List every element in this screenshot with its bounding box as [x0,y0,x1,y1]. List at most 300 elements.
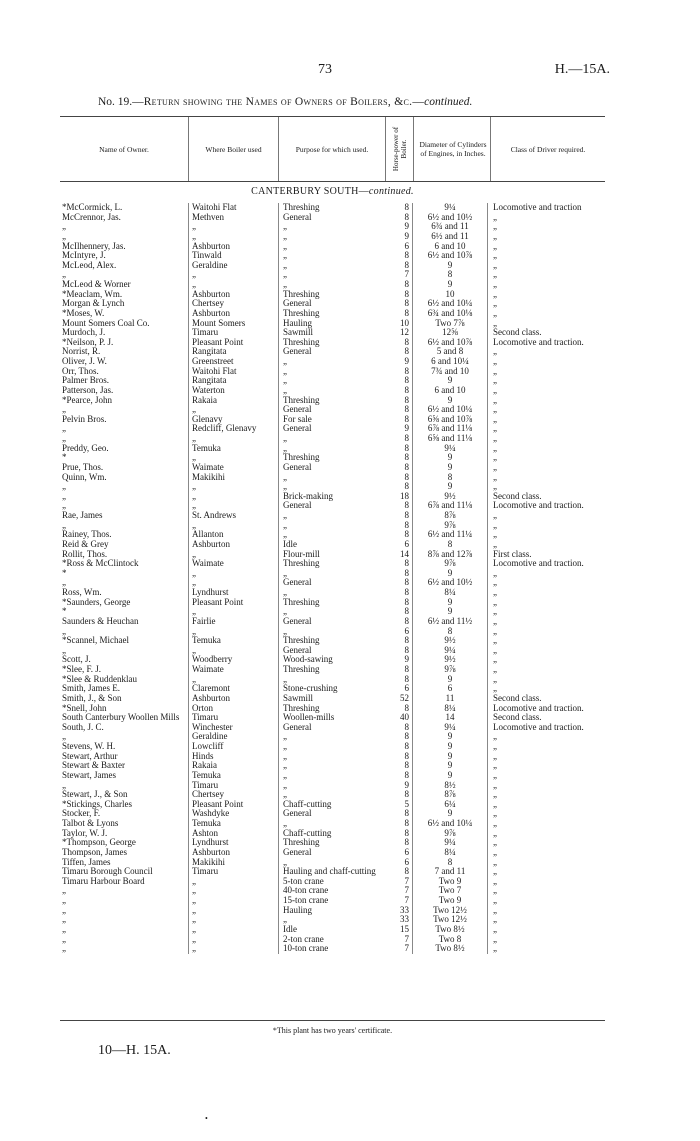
cell-where: Timaru [189,867,279,877]
cell-where: „ [189,492,279,502]
cell-diameter: 6½ and 10½ [413,213,488,223]
cell-diameter: 8 [413,858,488,868]
cell-class: Locomotive and traction. [488,338,606,348]
cell-class: „ [488,396,606,406]
cell-class: „ [488,270,606,280]
cell-class: Second class. [488,328,606,338]
cell-class: Locomotive and traction. [488,704,606,714]
table-row [60,848,605,858]
cell-purpose: „ [279,858,386,868]
cell-class: „ [488,925,606,935]
cell-class: „ [488,299,606,309]
cell-purpose: Chaff-cutting [279,829,386,839]
cell-class: „ [488,781,606,791]
table-row [60,386,605,396]
cell-hp: 8 [404,732,409,742]
cell-where: „ [189,915,279,925]
section-heading [60,186,605,197]
cell-class: „ [488,867,606,877]
cell-purpose: 40-ton crane [279,886,386,896]
cell-where: „ [189,935,279,945]
cell-class: „ [488,376,606,386]
cell-diameter: Two 8½ [413,944,488,954]
cell-class: „ [488,906,606,916]
cell-where: Woodberry [189,655,279,665]
cell-purpose: „ [279,732,386,742]
cell-purpose: Flour-mill [279,550,386,560]
table-row [60,877,605,887]
header-horse-power: Horse-power of Boiler. [392,126,408,172]
cell-hp: 8 [404,867,409,877]
cell-purpose: General [279,213,386,223]
cell-purpose: Threshing [279,338,386,348]
table-row [60,434,605,444]
cell-where: Ashburton [189,848,279,858]
cell-where: Timaru [189,713,279,723]
cell-owner: *Moses, W. [62,308,105,318]
cell-class: „ [488,444,606,454]
cell-hp: 10 [400,318,409,328]
cell-diameter: 6½ and 10⅞ [413,251,488,261]
table-row [60,521,605,531]
cell-where: Glenavy [189,415,279,425]
cell-purpose: 2-ton crane [279,935,386,945]
table-row [60,723,605,733]
cell-hp: 8 [404,405,409,415]
cell-purpose: General [279,299,386,309]
cell-owner: McLeod, Alex. [62,260,117,270]
cell-class: „ [488,405,606,415]
cell-diameter: Two 8½ [413,925,488,935]
cell-hp: 8 [404,395,409,405]
cell-hp: 6 [404,626,409,636]
table-row [60,646,605,656]
cell-where: Chertsey [189,299,279,309]
table-row [60,550,605,560]
cell-hp: 8 [404,819,409,828]
cell-owner: „ [62,405,66,415]
cell-purpose: Threshing [279,704,386,714]
cell-where: „ [189,627,279,637]
cell-where: Geraldine [189,732,279,742]
title-main: Return showing the Names of Owners of Boilers, &c.— [143,96,425,108]
table-row [60,424,605,434]
cell-diameter: 8½ [413,781,488,791]
cell-hp: 9 [404,222,409,232]
cell-hp: 6 [404,539,409,549]
cell-diameter: 6 and 10 [413,242,488,252]
cell-class: „ [488,261,606,271]
cell-owner: Quinn, Wm. [62,472,107,482]
cell-purpose: „ [279,482,386,492]
cell-diameter: 6½ and 10⅞ [413,338,488,348]
cell-owner: McIlhennery, Jas. [62,241,126,251]
cell-diameter: 9 [413,761,488,771]
table-row [60,809,605,819]
cell-where: Timaru [189,781,279,791]
cell-owner: „ [62,222,66,232]
table-row [60,655,605,665]
cell-diameter: 11 [413,694,488,704]
cell-diameter: 10 [413,290,488,300]
table-row [60,261,605,271]
cell-diameter: 9½ [413,636,488,646]
cell-class: „ [488,732,606,742]
table-row [60,473,605,483]
cell-purpose: „ [279,376,386,386]
cell-owner: Preddy, Geo. [62,443,109,453]
cell-purpose: „ [279,781,386,791]
table-row [60,867,605,877]
table-row [60,492,605,502]
cell-diameter: 9¼ [413,444,488,454]
cell-diameter: 8 [413,270,488,280]
cell-hp: 5 [404,799,409,809]
table-row [60,251,605,261]
cell-class: „ [488,357,606,367]
cell-purpose: General [279,617,386,627]
cell-purpose: „ [279,242,386,252]
cell-where: Ashburton [189,290,279,300]
cell-where: Lyndhurst [189,588,279,598]
title-tail: continued. [424,96,473,108]
table-row [60,540,605,550]
cell-purpose: „ [279,819,386,829]
cell-class: „ [488,848,606,858]
cell-where: Makikihi [189,473,279,483]
cell-owner: Stewart, J., & Son [62,790,128,800]
table-row [60,482,605,492]
cell-where: Temuka [189,819,279,829]
cell-where: „ [189,270,279,280]
cell-owner: Stewart, James [62,770,116,780]
cell-owner: Prue, Thos. [62,462,104,472]
cell-diameter: 6¾ and 10⅛ [413,309,488,319]
cell-diameter: 6¼ [413,800,488,810]
cell-owner: „ [62,434,66,443]
cell-diameter: 8 [413,627,488,637]
cell-owner: Murdoch, J. [62,328,106,338]
cell-owner: *Stickings, Charles [62,799,132,809]
table-row [60,242,605,252]
section-title: CANTERBURY SOUTH— [251,186,369,197]
cell-class: „ [488,367,606,377]
cell-purpose: Brick-making [279,492,386,502]
cell-purpose: „ [279,270,386,280]
cell-diameter: 6 [413,684,488,694]
table-row [60,444,605,454]
cell-purpose: For sale [279,415,386,425]
cell-where: Mount Somers [189,319,279,329]
cell-purpose: „ [279,357,386,367]
cell-purpose: General [279,848,386,858]
cell-diameter: 9 [413,569,488,579]
cell-owner: *Ross & McClintock [62,559,139,569]
cell-diameter: 8¼ [413,704,488,714]
table-row [60,732,605,742]
table-row [60,396,605,406]
cell-hp: 8 [404,790,409,800]
cell-class: „ [488,521,606,531]
cell-hp: 40 [400,713,409,723]
cell-hp: 8 [404,385,409,395]
table-row [60,617,605,627]
header-class: Class of Driver required. [510,144,586,154]
title-lead: No. 19.— [98,96,144,108]
cell-hp: 8 [404,472,409,482]
cell-hp: 33 [400,915,409,925]
cell-class: „ [488,530,606,540]
cell-owner: Ross, Wm. [62,588,102,597]
cell-owner: „ [62,934,66,944]
table-row [60,530,605,540]
cell-purpose: General [279,578,386,588]
cell-owner: *Slee & Ruddenklau [62,674,137,684]
cell-diameter: 9½ [413,655,488,665]
cell-where: „ [189,482,279,492]
cell-owner: *Scannel, Michael [62,636,129,646]
cell-diameter: 7¾ and 10 [413,367,488,377]
cell-purpose: Idle [279,925,386,935]
table-row [60,559,605,569]
cell-diameter: 9 [413,280,488,290]
cell-owner: Timaru Harbour Board [62,876,145,886]
table-row [60,713,605,723]
cell-owner: Norrist, R. [62,347,101,357]
cell-diameter: 14 [413,713,488,723]
cell-where: „ [189,925,279,935]
cell-class: „ [488,347,606,357]
cell-where: „ [189,521,279,531]
cell-hp: 8 [404,674,409,684]
cell-class: „ [488,944,606,954]
cell-owner: Palmer Bros. [62,376,109,386]
header-owner: Name of Owner. [99,144,149,154]
cell-where: St. Andrews [189,511,279,521]
cell-where: Washdyke [189,809,279,819]
cell-purpose: Threshing [279,290,386,300]
cell-hp: 8 [404,530,409,540]
cell-where: „ [189,877,279,887]
cell-class: „ [488,636,606,646]
cell-where: Waimate [189,665,279,675]
cell-hp: 52 [400,693,409,703]
cell-purpose: „ [279,367,386,377]
cell-hp: 9 [404,357,409,366]
cell-owner: „ [62,578,66,588]
cell-purpose: „ [279,915,386,925]
cell-hp: 15 [400,924,409,934]
cell-purpose: „ [279,607,386,617]
cell-diameter: 7 and 11 [413,867,488,877]
cell-class: „ [488,213,606,223]
page-reference: H.—15A. [554,62,610,77]
cell-where: Chertsey [189,790,279,800]
cell-class: „ [488,771,606,781]
table-row [60,627,605,637]
table-row [60,704,605,714]
cell-diameter: 6½ and 10¼ [413,405,488,415]
table-header [60,117,605,182]
cell-hp: 6 [404,847,409,857]
table-title [98,96,618,108]
table-row [60,761,605,771]
cell-hp: 8 [404,501,409,511]
cell-purpose: „ [279,444,386,454]
cell-class: „ [488,761,606,771]
cell-diameter: Two 7 [413,886,488,896]
cell-where: „ [189,607,279,617]
cell-diameter: 9 [413,482,488,492]
cell-purpose: „ [279,761,386,771]
cell-hp: 8 [404,289,409,299]
cell-owner: *Snell, John [62,703,107,713]
table-row [60,280,605,290]
cell-purpose: „ [279,530,386,540]
cell-class: „ [488,463,606,473]
cell-where: Ashton [189,829,279,839]
cell-purpose: General [279,347,386,357]
cell-purpose: Chaff-cutting [279,800,386,810]
cell-where: „ [189,434,279,444]
cell-class: „ [488,598,606,608]
cell-diameter: 9¼ [413,203,488,213]
cell-owner: Stevens, W. H. [62,742,116,751]
table-row [60,338,605,348]
cell-class: „ [488,675,606,685]
table-row [60,684,605,694]
cell-class: „ [488,858,606,868]
cell-diameter: 6½ and 11 [413,232,488,242]
table-row [60,742,605,752]
cell-hp: 8 [404,260,409,270]
cell-purpose: „ [279,569,386,579]
cell-owner: „ [62,645,66,655]
cell-where: „ [189,405,279,415]
cell-owner: „ [62,270,66,280]
table-row [60,328,605,338]
cell-owner: „ [62,626,66,636]
cell-where: Waitohi Flat [189,203,279,213]
cell-class: „ [488,790,606,800]
cell-where: „ [189,675,279,685]
cell-where: Greenstreet [189,357,279,367]
table-row [60,578,605,588]
cell-diameter: Two 7⅞ [413,319,488,329]
cell-diameter: 8⅞ [413,790,488,800]
cell-hp: 7 [404,886,409,896]
cell-owner: Smith, J., & Son [62,693,122,703]
cell-class: „ [488,242,606,252]
cell-owner: „ [62,732,66,742]
cell-class: Second class. [488,713,606,723]
cell-where: „ [189,550,279,560]
table-row [60,415,605,425]
cell-purpose: Threshing [279,838,386,848]
cell-owner: Taylor, W. J. [62,828,108,838]
cell-owner: „ [62,886,66,896]
cell-class: „ [488,607,606,617]
page-mark: • [205,1114,208,1123]
cell-class: Locomotive and traction [488,203,606,213]
cell-where: Waitohi Flat [189,367,279,377]
cell-purpose: Threshing [279,636,386,646]
cell-diameter: 8¼ [413,848,488,858]
cell-diameter: 9 [413,732,488,742]
cell-hp: 8 [404,607,409,617]
cell-where: „ [189,906,279,916]
cell-hp: 8 [404,308,409,318]
cell-diameter: 6⅝ and 10⅞ [413,415,488,425]
boiler-owners-table [60,203,605,954]
cell-class: „ [488,838,606,848]
cell-owner: Scott, J. [62,655,91,665]
cell-owner: *Slee, F. J. [62,665,102,674]
cell-diameter: Two 9 [413,877,488,887]
cell-hp: 8 [404,414,409,424]
cell-where: Waterton [189,386,279,396]
cell-diameter: 8⅞ and 12⅞ [413,550,488,560]
cell-diameter: 9⅞ [413,521,488,531]
cell-diameter: 9⅞ [413,665,488,675]
cell-purpose: „ [279,588,386,598]
cell-purpose: General [279,424,386,434]
table-row [60,665,605,675]
cell-owner: Mount Somers Coal Co. [62,318,150,328]
cell-owner: Patterson, Jas. [62,385,114,395]
header-where: Where Boiler used [205,144,262,154]
cell-where: Waimate [189,463,279,473]
cell-owner: Stewart & Baxter [62,761,125,771]
cell-owner: Pelvin Bros. [62,414,107,424]
cell-where: Pleasant Point [189,338,279,348]
cell-owner: „ [62,424,66,434]
cell-purpose: „ [279,752,386,762]
cell-class: „ [488,886,606,896]
cell-hp: 8 [404,722,409,732]
cell-diameter: 6⅝ and 11⅛ [413,434,488,444]
cell-purpose: „ [279,251,386,261]
cell-where: Temuka [189,636,279,646]
cell-hp: 8 [404,366,409,376]
cell-class: „ [488,386,606,396]
cell-class: „ [488,646,606,656]
cell-owner: McIntyre, J. [62,251,106,261]
table-row [60,203,605,213]
cell-owner: * [62,607,67,617]
footnote: *This plant has two years' certificate. [272,1026,393,1035]
cell-where: Tinwald [189,251,279,261]
cell-owner: *Thompson, George [62,838,136,848]
footer-reference: 10—H. 15A. [98,1043,171,1058]
table-row [60,800,605,810]
cell-hp: 6 [404,241,409,251]
table-row [60,896,605,906]
cell-hp: 7 [404,934,409,944]
cell-where: Methven [189,213,279,223]
cell-purpose: Stone-crushing [279,684,386,694]
cell-class: „ [488,511,606,521]
cell-diameter: 6 and 10¼ [413,357,488,367]
cell-hp: 8 [404,588,409,597]
cell-hp: 8 [404,251,409,261]
cell-owner: „ [62,905,66,915]
cell-owner: Saunders & Heuchan [62,616,139,626]
cell-where: „ [189,280,279,290]
cell-hp: 8 [404,636,409,646]
cell-diameter: Two 8 [413,935,488,945]
cell-owner: Smith, James E. [62,684,120,694]
